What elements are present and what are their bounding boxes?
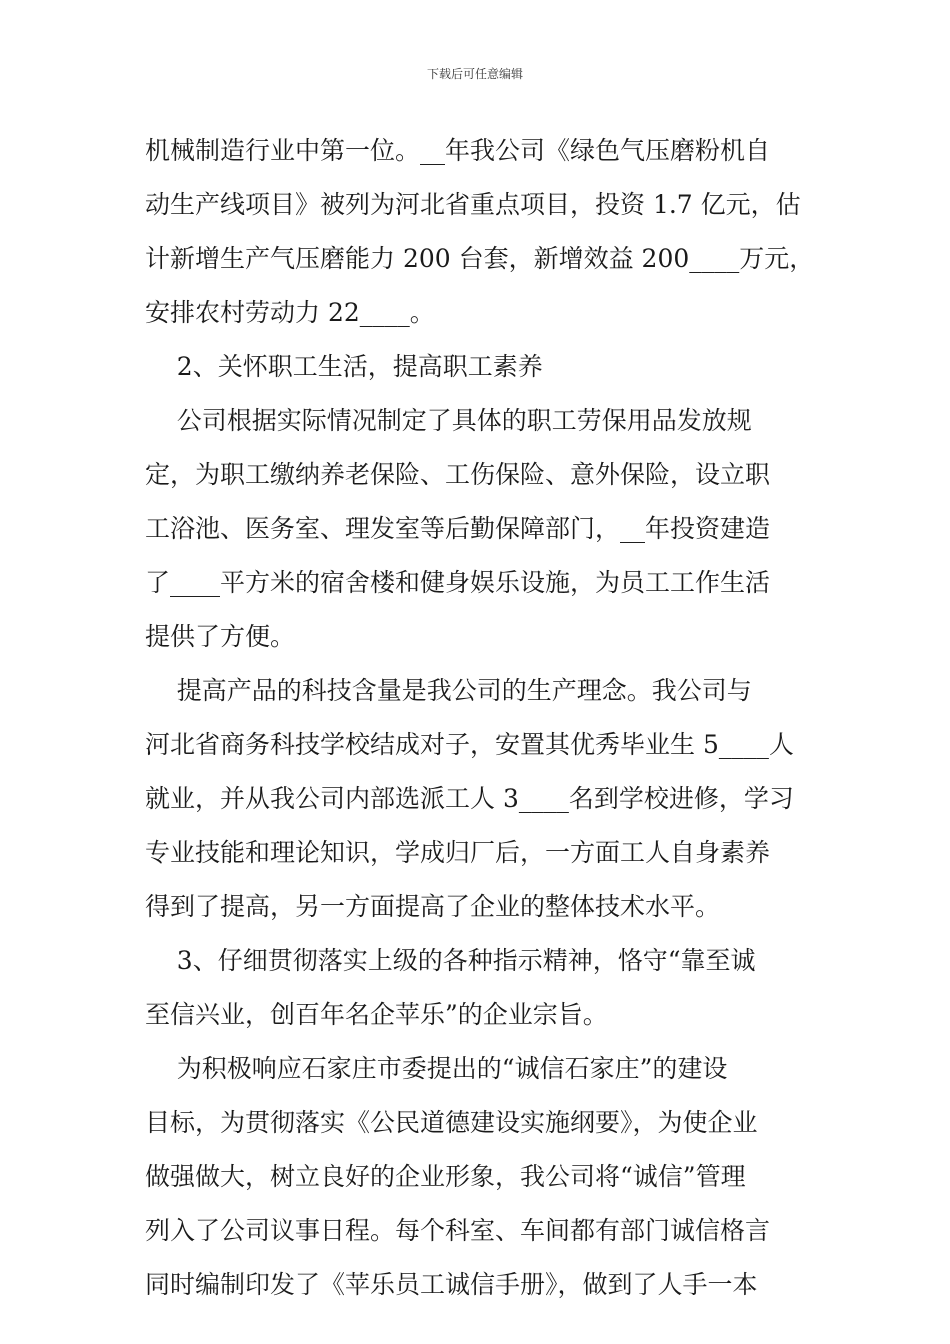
paragraph-integrity <box>145 1042 810 1312</box>
text-line: 提高产品的科技含量是我公司的生产理念。我公司与 <box>145 676 752 705</box>
text-line: 得到了提高，另一方面提高了企业的整体技术水平。 <box>145 892 721 921</box>
text-line: 公司根据实际情况制定了具体的职工劳保用品发放规 <box>145 406 752 435</box>
text-line: 目标，为贯彻落实《公民道德建设实施纲要》，为使企业 <box>145 1108 758 1137</box>
text-line: 了____平方米的宿舍楼和健身娱乐设施，为员工工作生活 <box>145 568 771 597</box>
paragraph-welfare <box>145 394 810 664</box>
text-line: 提供了方便。 <box>145 622 296 651</box>
text-line: 河北省商务科技学校结成对子，安置其优秀毕业生 5____人 <box>145 730 794 759</box>
text-line: 工浴池、医务室、理发室等后勤保障部门，__年投资建造 <box>145 514 771 543</box>
paragraph-technology <box>145 664 810 934</box>
text-line: 机械制造行业中第一位。__年我公司《绿色气压磨粉机自 <box>145 136 771 165</box>
text-line: 同时编制印发了《苹乐员工诚信手册》，做到了人手一本 <box>145 1270 758 1299</box>
page-header: 下载后可任意编辑 <box>426 67 523 81</box>
text-line: 安排农村劳动力 22____。 <box>145 298 435 327</box>
text-line: 定，为职工缴纳养老保险、工伤保险、意外保险，设立职 <box>145 460 771 489</box>
text-line: 为积极响应石家庄市委提出的“诚信石家庄”的建设 <box>145 1054 728 1083</box>
text-line: 专业技能和理论知识，学成归厂后，一方面工人自身素养 <box>145 838 771 867</box>
text-line: 动生产线项目》被列为河北省重点项目，投资 1.7 亿元，估 <box>145 190 801 219</box>
text-line: 列入了公司议事日程。每个科室、车间都有部门诚信格言 <box>145 1216 771 1245</box>
text-line: 就业，并从我公司内部选派工人 3____名到学校进修，学习 <box>145 784 794 813</box>
text-line: 计新增生产气压磨能力 200 台套，新增效益 200____万元， <box>145 244 815 273</box>
paragraph-intro-continuation <box>145 124 815 340</box>
document-body <box>145 124 815 1312</box>
text-line: 做强做大，树立良好的企业形象，我公司将“诚信”管理 <box>145 1162 746 1191</box>
text-line: 至信兴业，创百年名企苹乐”的企业宗旨。 <box>145 1000 608 1029</box>
text-line: 3、仔细贯彻落实上级的各种指示精神，恪守“靠至诚 <box>145 946 756 975</box>
section-heading-3 <box>145 934 810 1042</box>
text-line: 2、关怀职工生活，提高职工素养 <box>145 352 543 381</box>
section-heading-2 <box>145 340 810 394</box>
